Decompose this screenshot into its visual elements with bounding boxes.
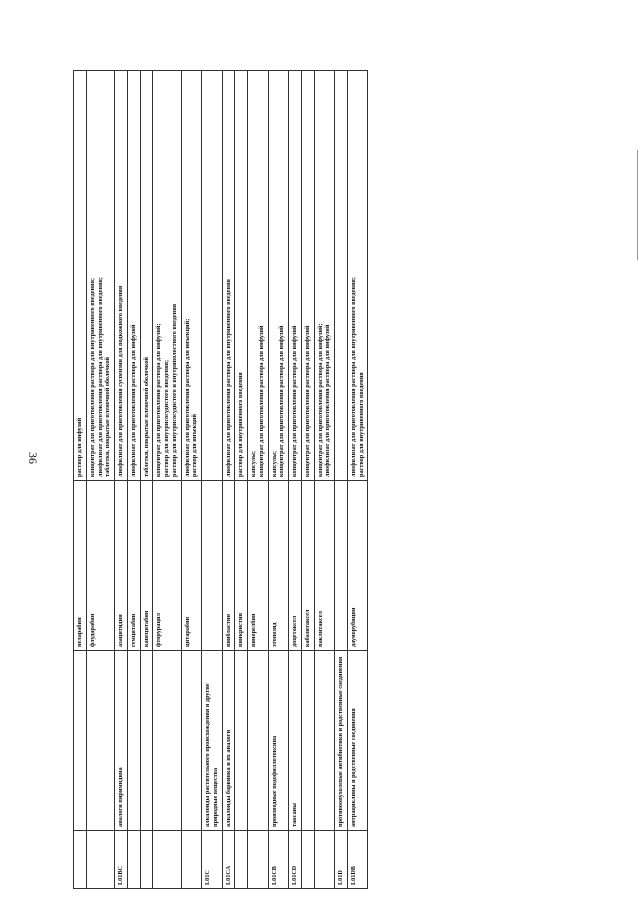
page-number: 36 [26, 452, 40, 464]
table-row [222, 71, 235, 889]
dosage-form-line: лиофилизат для приготовления раствора для внутривенного введения [224, 279, 232, 477]
atc-group-cell: алкалоиды барвинка и их аналоги [222, 651, 235, 831]
drug-table [73, 70, 368, 889]
dosage-form-line: раствор для инъекций [191, 414, 199, 477]
dosage-form-line: лиофилизат для приготовления раствора для инфузий [324, 324, 332, 477]
table-row [115, 71, 128, 889]
dosage-form-line: концентрат для приготовления раствора для инфузий [291, 325, 298, 477]
table-row [235, 71, 248, 889]
atc-group-cell [248, 651, 269, 831]
drug-name-cell: флударабин [86, 481, 114, 651]
atc-group-cell [301, 651, 314, 831]
drug-name-cell [335, 481, 348, 651]
drug-name-cell: винорелбин [248, 481, 269, 651]
table-row [248, 71, 269, 889]
atc-code-cell: L01CA [222, 831, 235, 889]
atc-code-cell [86, 831, 114, 889]
atc-group-cell: аналоги пиримидина [115, 651, 128, 831]
table-row [86, 71, 114, 889]
dosage-form-line: концентрат для приготовления раствора для инфузий [303, 325, 311, 477]
dosage-form-line: таблетки, покрытые пленочной оболочкой [142, 357, 150, 477]
atc-group-cell [127, 651, 140, 831]
atc-group-cell [181, 651, 202, 831]
drug-name-cell: неларабин [74, 481, 87, 651]
dosage-form-line: таблетки, покрытые пленочной оболочкой [104, 357, 112, 477]
atc-code-cell: L01BC [115, 831, 128, 889]
atc-code-cell [153, 831, 181, 889]
atc-code-cell: L01D [335, 831, 348, 889]
table-row [181, 71, 202, 889]
atc-group-cell [235, 651, 248, 831]
drug-name-cell: кабазитаксел [301, 481, 314, 651]
dosage-form-line: концентрат для приготовления раствора для внутривенного введения; [88, 277, 96, 477]
atc-code-cell: L01C [202, 831, 223, 889]
drug-name-cell: даунорубицин [347, 481, 368, 651]
table-row [289, 71, 302, 889]
atc-group-cell: противоопухолевые антибиотики и родственные соединения [335, 651, 348, 831]
atc-code-cell [314, 831, 335, 889]
atc-code-cell [74, 831, 87, 889]
atc-code-cell: L01CD [289, 831, 302, 889]
atc-code-cell [301, 831, 314, 889]
dosage-form-line: капсулы; [250, 450, 257, 477]
dosage-form-line: лиофилизат для приготовления суспензии для подкожного введения [117, 285, 124, 477]
atc-group-cell: антрациклины и родственные соединения [347, 651, 368, 831]
atc-group-cell [153, 651, 181, 831]
dosage-form-cell [301, 71, 314, 481]
drug-name-cell: гемцитабин [127, 481, 140, 651]
drug-table-body [74, 71, 368, 889]
dosage-form-line: капсулы; [270, 450, 278, 477]
atc-code-cell [248, 831, 269, 889]
dosage-form-line: концентрат для приготовления раствора для инфузий; [155, 323, 163, 477]
dosage-form-cell [347, 71, 368, 481]
dosage-form-cell [153, 71, 181, 481]
dosage-form-cell [127, 71, 140, 481]
atc-code-cell [140, 831, 153, 889]
dosage-form-line: раствор для внутрисосудистого введения; [163, 359, 170, 477]
drug-name-cell: винкристин [235, 481, 248, 651]
table-row [127, 71, 140, 889]
dosage-form-line: лиофилизат для приготовления раствора для инфузий [129, 324, 137, 477]
dosage-form-line: концентрат для приготовления раствора для инфузий; [316, 323, 324, 477]
atc-group-cell: алкалоиды растительного происхождения и другие природные вещества [202, 651, 223, 831]
drug-name-cell: винбластин [222, 481, 235, 651]
atc-code-cell: L01CB [268, 831, 289, 889]
dosage-form-line: раствор для инфузий [76, 417, 83, 477]
table-row [74, 71, 87, 889]
atc-group-cell [74, 651, 87, 831]
dosage-form-cell [248, 71, 269, 481]
drug-name-cell: этопозид [268, 481, 289, 651]
table-row [335, 71, 348, 889]
dosage-form-cell [74, 71, 87, 481]
drug-name-cell: цитарабин [181, 481, 202, 651]
dosage-form-line: концентрат для приготовления раствора для инфузий [257, 325, 265, 477]
table-row [268, 71, 289, 889]
dosage-form-line: раствор для внутрисосудистого и внутриполостного введения [170, 303, 178, 477]
table-row [314, 71, 335, 889]
dosage-form-cell [202, 71, 223, 481]
dosage-form-line: лиофилизат для приготовления раствора для внутривенного введения; [96, 277, 104, 477]
table-row [153, 71, 181, 889]
dosage-form-cell [181, 71, 202, 481]
rotated-page-content [73, 9, 640, 889]
dosage-form-cell [222, 71, 235, 481]
dosage-form-cell [235, 71, 248, 481]
drug-name-cell: азацитидин [115, 481, 128, 651]
dosage-form-cell [289, 71, 302, 481]
dosage-form-cell [86, 71, 114, 481]
dosage-form-line: концентрат для приготовления раствора для инфузий [278, 325, 286, 477]
atc-group-cell: таксаны [289, 651, 302, 831]
atc-code-cell [235, 831, 248, 889]
dosage-form-line: раствор для внутривенного введения [357, 372, 365, 477]
dosage-form-cell [314, 71, 335, 481]
dosage-form-cell [140, 71, 153, 481]
dosage-form-cell [115, 71, 128, 481]
dosage-form-line: лиофилизат для приготовления раствора для внутривенного введения; [349, 277, 357, 477]
atc-group-cell: производные подофиллотоксина [268, 651, 289, 831]
table-row [140, 71, 153, 889]
drug-name-cell [202, 481, 223, 651]
atc-group-cell [140, 651, 153, 831]
table-row [301, 71, 314, 889]
table-row [202, 71, 223, 889]
drug-name-cell: фторурацил [153, 481, 181, 651]
dosage-form-cell [268, 71, 289, 481]
atc-group-cell [86, 651, 114, 831]
atc-code-cell [127, 831, 140, 889]
dosage-form-cell [335, 71, 348, 481]
atc-code-cell [181, 831, 202, 889]
drug-name-cell: доцетаксел [289, 481, 302, 651]
dosage-form-line: раствор для внутривенного введения [237, 372, 245, 477]
atc-group-cell [314, 651, 335, 831]
atc-code-cell: L01DB [347, 831, 368, 889]
dosage-form-line: лиофилизат для приготовления раствора для инъекций; [183, 318, 191, 477]
table-row [347, 71, 368, 889]
drug-name-cell: капецитабин [140, 481, 153, 651]
drug-name-cell: паклитаксел [314, 481, 335, 651]
